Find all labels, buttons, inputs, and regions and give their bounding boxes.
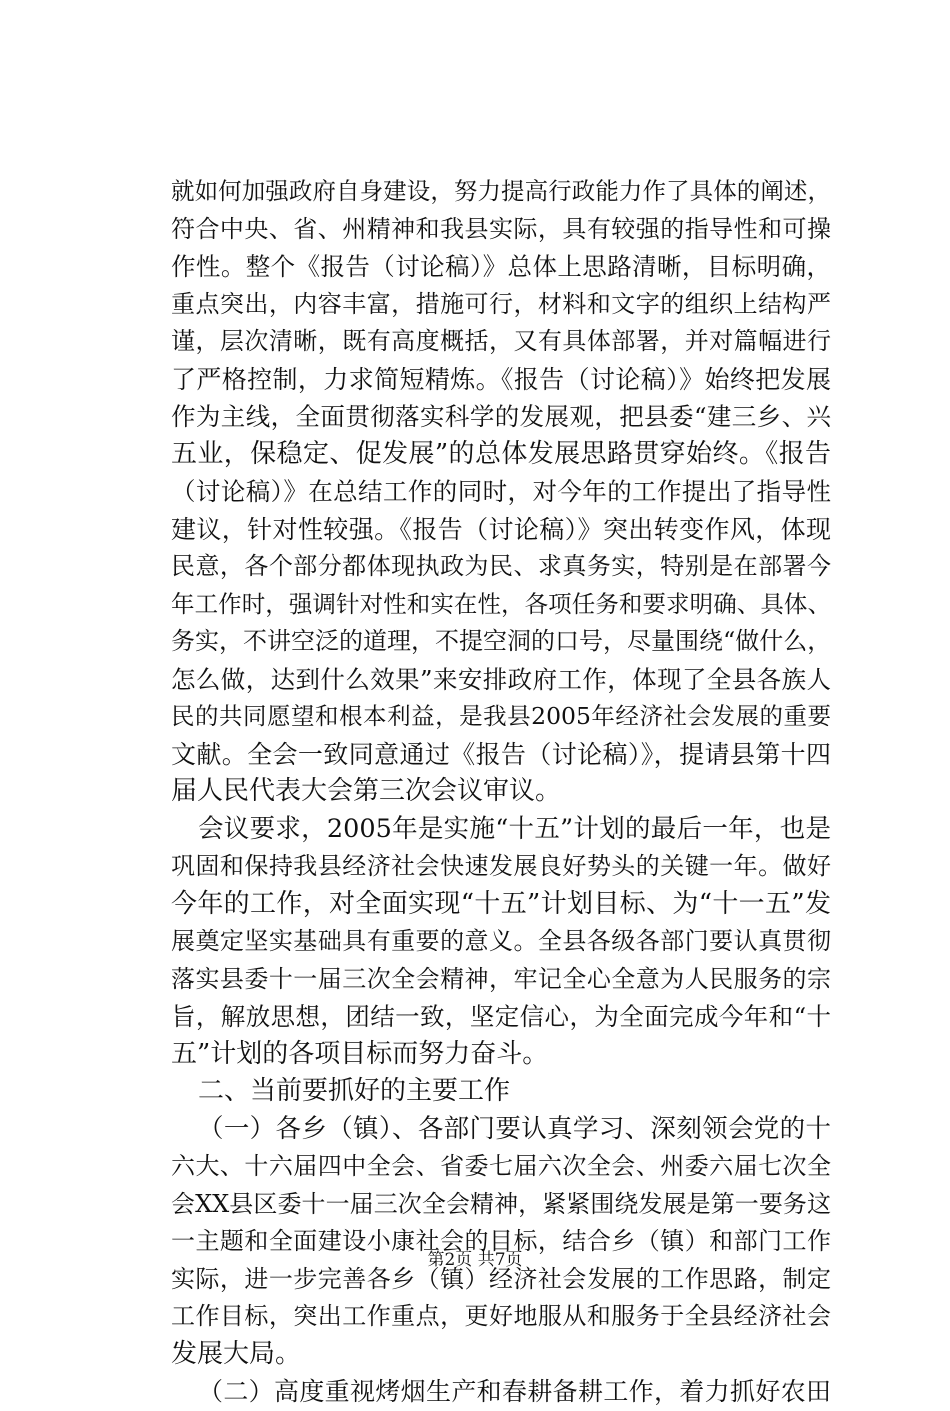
text-line: 发展大局。 <box>171 1338 302 1369</box>
text-line: 五业，保稳定、促发展”的总体发展思路贯穿始终。《报告 <box>171 438 831 469</box>
text-line: 谨，层次清晰，既有高度概括，又有具体部署，并对篇幅进行 <box>171 327 831 355</box>
paragraph-3 <box>171 1111 831 1374</box>
page-footer <box>0 1249 950 1271</box>
text-line: 展奠定坚实基础具有重要的意义。全县各级各部门要认真贯彻 <box>171 927 831 955</box>
text-line: 务实，不讲空泛的道理，不提空洞的口号，尽量围绕“做什么， <box>171 627 832 655</box>
heading-line: 二、当前要抓好的主要工作 <box>198 1076 511 1106</box>
text-line: 一主题和全面建设小康社会的目标，结合乡（镇）和部门工作 <box>171 1227 831 1255</box>
text-line: 届人民代表大会第三次会议审议。 <box>171 776 562 806</box>
paragraph-1 <box>171 173 831 811</box>
text-line: 六大、十六届四中全会、省委七届六次全会、州委六届七次全 <box>171 1152 831 1180</box>
text-line: 实际，进一步完善各乡（镇）经济社会发展的工作思路，制定 <box>171 1264 831 1293</box>
paragraph-2 <box>171 811 831 1074</box>
text-line: 文献。全会一致同意通过《报告（讨论稿）》，提请县第十四 <box>171 739 831 769</box>
text-line: 落实县委十一届三次全会精神，牢记全心全意为人民服务的宗 <box>171 964 831 993</box>
page-number: 第2页 共7页 <box>427 1250 523 1270</box>
text-line: 建议，针对性较强。《报告（讨论稿）》突出转变作风，体现 <box>171 514 831 544</box>
text-line: 会议要求，2005年是实施“十五”计划的最后一年，也是 <box>198 813 831 844</box>
text-line: 巩固和保持我县经济社会快速发展良好势头的关键一年。做好 <box>171 852 831 880</box>
text-line: 民意，各个部分都体现执政为民、求真务实，特别是在部署今 <box>171 552 831 580</box>
text-line: 怎么做，达到什么效果”来安排政府工作，体现了全县各族人 <box>171 664 831 694</box>
text-line: 民的共同愿望和根本利益，是我县2005年经济社会发展的重要 <box>171 702 831 730</box>
text-line: 符合中央、省、州精神和我县实际，具有较强的指导性和可操 <box>171 214 831 243</box>
text-line: 五”计划的各项目标而努力奋斗。 <box>171 1038 549 1069</box>
document-body <box>171 173 831 1411</box>
text-line: 重点突出，内容丰富，措施可行，材料和文字的组织上结构严 <box>171 289 831 318</box>
text-line: （一）各乡（镇）、各部门要认真学习、深刻领会党的十 <box>198 1113 831 1144</box>
text-line: （二）高度重视烤烟生产和春耕备耕工作，着力抓好农田 <box>198 1377 831 1406</box>
text-line: 旨，解放思想，团结一致，坚定信心，为全面完成今年和“十 <box>171 1002 831 1031</box>
text-line: 今年的工作，对全面实现“十五”计划目标、为“十一五”发 <box>171 888 831 919</box>
paragraph-4 <box>171 1373 831 1411</box>
text-line: 作为主线，全面贯彻落实科学的发展观，把县委“建三乡、兴 <box>171 402 831 431</box>
text-line: 就如何加强政府自身建设，努力提高行政能力作了具体的阐述， <box>171 177 831 205</box>
text-line: 作性。整个《报告（讨论稿）》总体上思路清晰，目标明确， <box>171 252 831 281</box>
section-heading <box>171 1073 831 1111</box>
text-line: 工作目标，突出工作重点，更好地服从和服务于全县经济社会 <box>171 1302 831 1330</box>
text-line: 年工作时，强调针对性和实在性，各项任务和要求明确、具体、 <box>171 589 831 618</box>
text-line: （讨论稿）》在总结工作的同时，对今年的工作提出了指导性 <box>171 477 831 506</box>
text-line: 会XX县区委十一届三次全会精神，紧紧围绕发展是第一要务这 <box>171 1189 831 1218</box>
text-line: 了严格控制，力求简短精炼。《报告（讨论稿）》始终把发展 <box>171 364 831 394</box>
